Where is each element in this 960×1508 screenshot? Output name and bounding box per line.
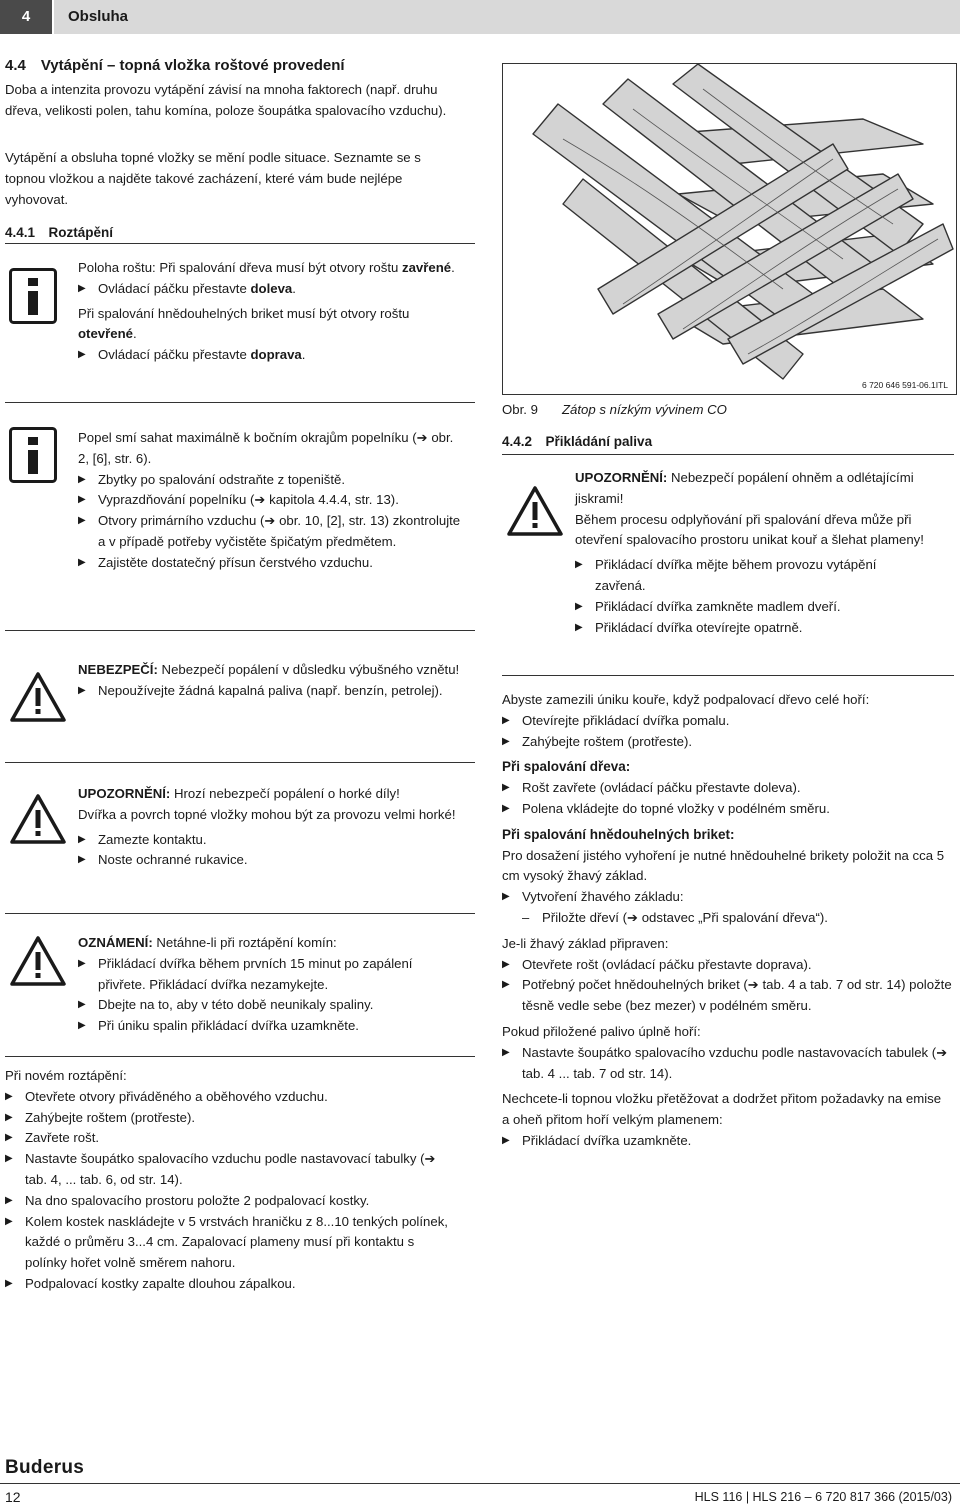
- paragraph: Abyste zamezili úniku kouře, když podpalovací dřevo celé hoří:: [502, 692, 870, 707]
- list-item: ▶ Dbejte na to, aby v této době neunikaly spaliny.: [78, 995, 463, 1016]
- list-item: ▶ Rošt zavřete (ovládací páčku přestavte doleva).: [502, 778, 952, 799]
- rule: [5, 243, 475, 244]
- list-item: ▶ Zamezte kontaktu.: [78, 830, 463, 851]
- warning-icon: [9, 671, 67, 723]
- info-icon: [9, 268, 57, 324]
- list-item: ▶ Otvory primárního vzduchu (➔ obr. 10, [2], str. 13) zkontrolujte a v případě potřeby vyčistěte špičatým předmětem.: [78, 511, 463, 553]
- section-intro-1: Doba a intenzita provozu vytápění závisí na mnoha faktorech (např. druhu dřeva, velikosti polen, tahu komína, poloze šoupátka spalovacího vzduchu).: [5, 82, 447, 118]
- chapter-title-bar: [54, 0, 960, 34]
- list-item: ▶ Přikládací dvířka uzamkněte.: [502, 1131, 952, 1152]
- right-body: [502, 690, 952, 1152]
- list-item: ▶ Otevírejte přikládací dvířka pomalu.: [502, 711, 952, 732]
- rule: [502, 675, 954, 676]
- chapter-title: Obsluha: [68, 8, 129, 25]
- warning-icon: [9, 935, 67, 987]
- list-item: ▶ Zavřete rošt.: [5, 1128, 455, 1149]
- paragraph: Pro dosažení jistého vyhoření je nutné hnědouhelné brikety položit na cca 5 cm vysoký žhavý základ.: [502, 847, 945, 884]
- list-item: ▶ Ovládací páčku přestavte doleva.: [78, 279, 470, 300]
- caution-text-2: Během procesu odplyňování při spalování dřeva může při otevření spalovacího prostoru unikat kouř a šlehat plameny!: [575, 511, 924, 548]
- subsection2-title: 4.4.2 Přikládání paliva: [502, 434, 653, 449]
- rule: [5, 913, 475, 914]
- list-item: ▶ Na dno spalovacího prostoru položte 2 podpalovací kostky.: [5, 1191, 455, 1212]
- list-item: ▶ Nepoužívejte žádná kapalná paliva (např. benzín, petrolej).: [78, 681, 463, 702]
- list-item: ▶ Přikládací dvířka otevírejte opatrně.: [575, 618, 930, 639]
- list-item: ▶ Otevřete otvory přiváděného a oběhového vzduchu.: [5, 1087, 455, 1108]
- page-number: 12: [5, 1489, 21, 1505]
- list-item: ▶ Přikládací dvířka během prvních 15 minut po zapálení přivřete. Přikládací dvířka nezamykejte.: [78, 954, 463, 996]
- rule: [5, 762, 475, 763]
- caution-block-1: [78, 784, 463, 871]
- wood-title: Při spalování dřeva:: [502, 759, 631, 775]
- caution-text: UPOZORNĚNÍ: Nebezpečí popálení ohněm a odlétajícími jiskrami!: [575, 470, 914, 506]
- list-item: ▶ Otevřete rošt (ovládací páčku přestavte doprava).: [502, 955, 952, 976]
- brand-logo: Buderus: [5, 1457, 85, 1478]
- list-item: ▶ Přikládací dvířka zamkněte madlem dveří.: [575, 597, 930, 618]
- paragraph: Je-li žhavý základ připraven:: [502, 935, 669, 951]
- rule: [5, 1056, 475, 1057]
- paragraph: Nechcete-li topnou vložku přetěžovat a dodržet přitom požadavky na emise a oheň přitom hoří velkým plamenem:: [502, 1091, 942, 1128]
- info-text: Popel smí sahat maximálně k bočním okrajům popelníku (➔ obr. 2, [6], str. 6).: [78, 430, 454, 466]
- list-item: ▶ Nastavte šoupátko spalovacího vzduchu podle nastavovacích tabulek (➔ tab. 4 ... tab. 7 od str. 14).: [502, 1043, 952, 1085]
- chapter-number: 4: [0, 0, 52, 34]
- warning-icon: [9, 793, 67, 845]
- danger-text: NEBEZPEČÍ: Nebezpečí popálení v důsledku výbušného vznětu!: [78, 662, 460, 677]
- list-item: ▶ Zajistěte dostatečný přísun čerstvého vzduchu.: [78, 553, 463, 574]
- section-intro-2: Vytápění a obsluha topné vložky se mění podle situace. Seznamte se s topnou vložkou a najděte takové zacházení, které vám bude nejlépe vyhovovat.: [5, 150, 421, 207]
- list-item: ▶ Při úniku spalin přikládací dvířka uzamkněte.: [78, 1016, 463, 1037]
- list-item: ▶ Polena vkládejte do topné vložky v podélném směru.: [502, 799, 952, 820]
- list-item: ▶ Ovládací páčku přestavte doprava.: [78, 345, 470, 366]
- figure-caption: Zátop s nízkým vývinem CO: [562, 402, 727, 417]
- list-item: ▶ Noste ochranné rukavice.: [78, 850, 463, 871]
- list-item: ▶ Zahýbejte roštem (protřeste).: [5, 1108, 455, 1129]
- list-item: ▶ Zahýbejte roštem (protřeste).: [502, 732, 952, 753]
- list-item: – Přiložte dřeví (➔ odstavec „Při spalování dřeva“).: [502, 908, 952, 929]
- info-block-2: [78, 428, 463, 574]
- info-block-1: [78, 258, 470, 366]
- rule: [5, 630, 475, 631]
- new-start-title: Při novém roztápění:: [5, 1068, 127, 1083]
- footer-rule: [0, 1483, 960, 1484]
- section-title: 4.4 Vytápění – topná vložka roštové provedení: [5, 57, 345, 74]
- rule: [5, 402, 475, 403]
- notice-block: [78, 933, 463, 1037]
- logs-illustration: [503, 64, 956, 394]
- list-item: ▶ Kolem kostek naskládejte v 5 vrstvách hraničku z 8...10 tenkých polínek, každé o průměru 3...4 cm. Zapalovací plameny musí při kontaktu s polínky hořet volně směrem nahoru.: [5, 1212, 455, 1274]
- caution-text: UPOZORNĚNÍ: Hrozí nebezpečí popálení o horké díly!: [78, 786, 400, 801]
- paragraph: Pokud přiložené palivo úplně hoří:: [502, 1023, 701, 1039]
- notice-text: OZNÁMENÍ: Netáhne-li při roztápění komín:: [78, 935, 337, 950]
- caution-text-2: Dvířka a povrch topné vložky mohou být za provozu velmi horké!: [78, 806, 456, 822]
- rule: [502, 454, 954, 455]
- figure-code: 6 720 646 591-06.1ITL: [861, 380, 948, 390]
- briquette-title: Při spalování hnědouhelných briket:: [502, 826, 735, 842]
- list-item: ▶ Vyprazdňování popelníku (➔ kapitola 4.4.4, str. 13).: [78, 490, 463, 511]
- info-icon: [9, 427, 57, 483]
- list-item: ▶ Vytvoření žhavého základu:: [502, 887, 952, 908]
- list-item: ▶ Podpalovací kostky zapalte dlouhou zápalkou.: [5, 1274, 455, 1295]
- warning-icon: [506, 485, 564, 537]
- figure-frame: [502, 63, 957, 395]
- list-item: ▶ Zbytky po spalování odstraňte z topeniště.: [78, 470, 463, 491]
- document-reference: HLS 116 | HLS 216 – 6 720 817 366 (2015/03): [694, 1490, 952, 1504]
- list-item: ▶ Potřebný počet hnědouhelných briket (➔ tab. 4 a tab. 7 od str. 14) položte těsně vedle sebe (bez mezer) v podélném směru.: [502, 975, 952, 1017]
- subsection-title: 4.4.1 Roztápění: [5, 225, 114, 240]
- danger-block: [78, 660, 463, 702]
- caution-block-2: [575, 468, 930, 638]
- list-item: ▶ Přikládací dvířka mějte během provozu vytápění zavřená.: [575, 555, 930, 597]
- info-text: Při spalování hnědouhelných briket musí být otvory roštu otevřené.: [78, 305, 410, 342]
- figure-label: Obr. 9: [502, 402, 538, 417]
- list-item: ▶ Nastavte šoupátko spalovacího vzduchu podle nastavovací tabulky (➔ tab. 4, ... tab. 6, od str. 14).: [5, 1149, 455, 1191]
- info-text: Poloha roštu: Při spalování dřeva musí být otvory roštu zavřené.: [78, 260, 455, 275]
- new-start-block: [5, 1066, 455, 1295]
